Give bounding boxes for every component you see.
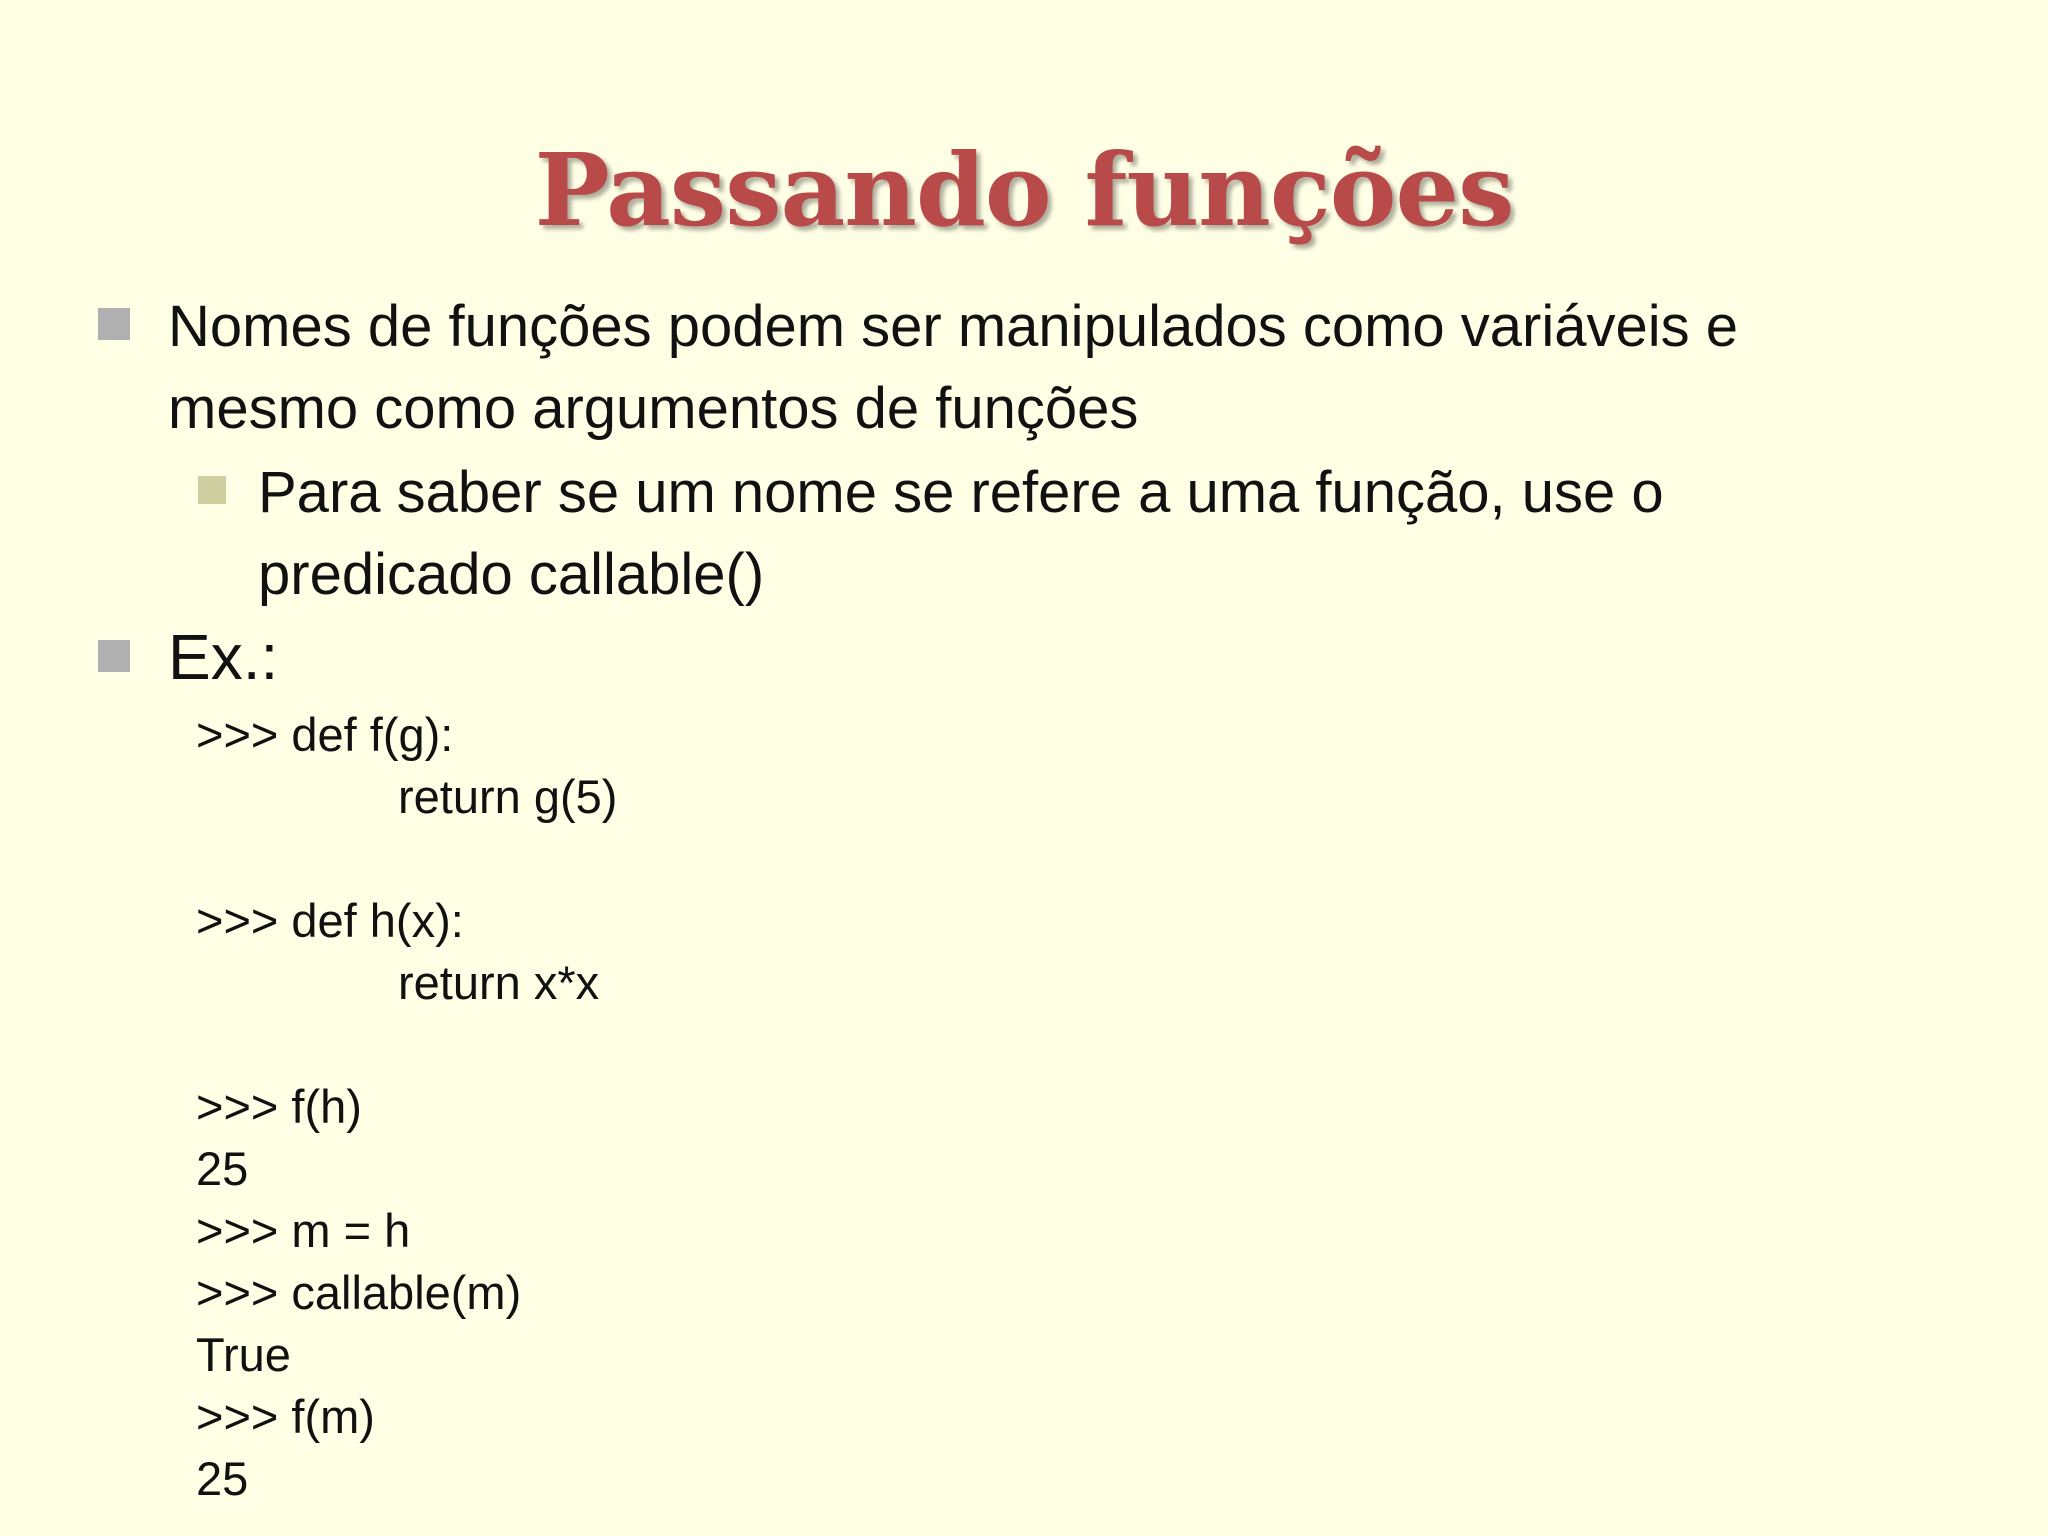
- code-line: return x*x: [398, 956, 600, 1009]
- square-bullet-icon: [98, 308, 130, 340]
- code-line: >>> m = h: [196, 1204, 411, 1257]
- code-line: >>> def f(g):: [196, 708, 454, 761]
- bullet-text: Nomes de funções podem ser manipulados como variáveis e mesmo como argumentos de funções: [168, 294, 1739, 441]
- code-line: >>> f(h): [196, 1080, 362, 1133]
- code-line: True: [196, 1328, 291, 1381]
- page-title: Passando funções: [534, 131, 1514, 249]
- code-line: 25: [196, 1452, 249, 1505]
- square-bullet-icon: [198, 476, 226, 504]
- code-line: >>> callable(m): [196, 1266, 522, 1319]
- square-bullet-icon: [98, 640, 130, 672]
- code-line: 25: [196, 1142, 249, 1195]
- sub-bullet-text: Para saber se um nome se refere a uma função, use o predicado callable(): [258, 460, 1664, 607]
- code-line: return g(5): [398, 770, 618, 823]
- code-line: >>> f(m): [196, 1390, 375, 1443]
- code-line: >>> def h(x):: [196, 894, 464, 947]
- example-label: Ex.:: [168, 621, 279, 693]
